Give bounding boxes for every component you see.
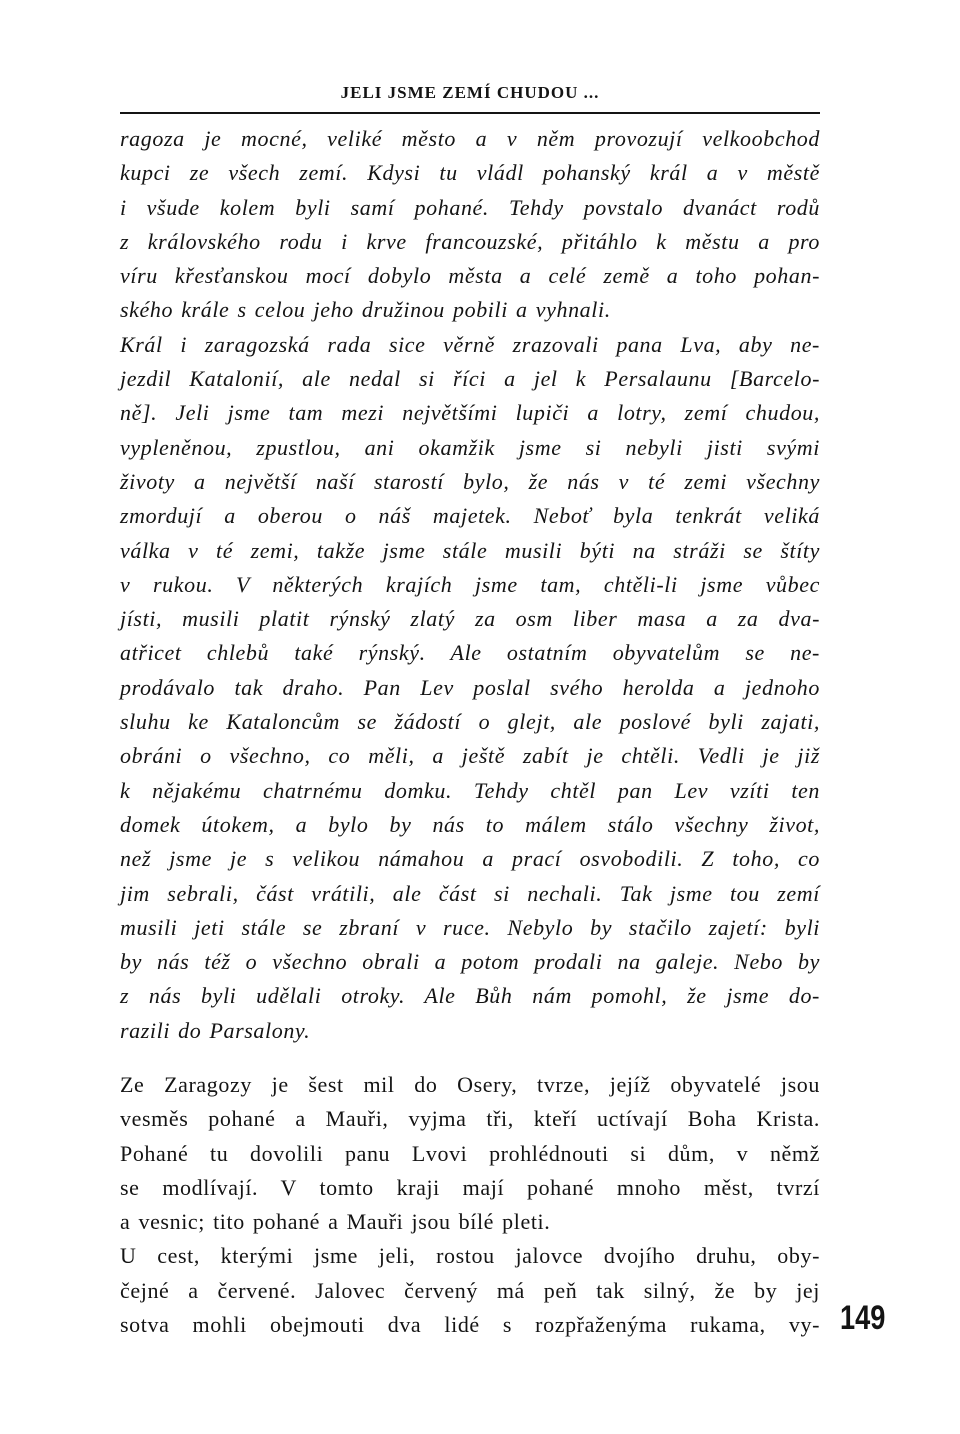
text-line: ně]. Jeli jsme tam mezi největšími lupiči a lotry, zemí chudou,: [120, 400, 820, 426]
roman-passage: [120, 1068, 820, 1342]
text-line: razili do Parsalony.: [120, 1017, 311, 1043]
text-line: by nás též o všechno obrali a potom prodali na galeje. Nebo by: [120, 949, 820, 975]
text-line: vesměs pohané a Mauři, vyjma tři, kteří uctívají Boha Krista.: [120, 1106, 820, 1132]
text-line: kupci ze všech zemí. Kdysi tu vládl pohanský král a v městě: [120, 160, 820, 186]
text-line: domek útokem, a bylo by nás to málem stálo všechny život,: [120, 811, 820, 837]
text-line: životy a největší naší starostí bylo, že nás v té zemi všechny: [120, 468, 820, 494]
text-line: jim sebrali, část vrátili, ale část si nechali. Tak jsme tou zemí: [120, 880, 820, 906]
text-line: válka v té zemi, takže jsme stále musili býti na stráži se štíty: [120, 537, 820, 563]
text-line: jísti, musili platit rýnský zlatý za osm liber masa a za dva-: [120, 606, 820, 632]
running-head: JELI JSME ZEMÍ CHUDOU ...: [340, 83, 600, 102]
italic-passage: [120, 122, 820, 1048]
text-line: Král i zaragozská rada sice věrně zrazovali pana Lva, aby ne-: [120, 331, 820, 357]
text-line: vypleněnou, zpustlou, ani okamžik jsme si nebyli jisti svými: [120, 434, 820, 460]
text-line: U cest, kterými jsme jeli, rostou jalovce dvojího druhu, oby-: [120, 1243, 820, 1269]
text-line: a vesnic; tito pohané a Mauři jsou bílé pleti.: [120, 1209, 551, 1235]
text-line: ského krále s celou jeho družinou pobili a vyhnali.: [120, 297, 611, 323]
text-line: sotva mohli obejmouti dva lidé s rozpřaženýma rukama, vy-: [120, 1312, 820, 1338]
text-line: musili jeti stále se zbraní v ruce. Nebylo by stačilo zajetí: byli: [120, 914, 820, 940]
text-line: než jsme je s velikou námahou a prací osvobodili. Z toho, co: [120, 846, 820, 872]
text-line: Ze Zaragozy je šest mil do Osery, tvrze, jejíž obyvatelé jsou: [120, 1072, 820, 1097]
text-line: k nějakému chatrnému domku. Tehdy chtěl pan Lev vzíti ten: [120, 777, 820, 803]
text-line: atřicet chlebů také rýnský. Ale ostatním obyvatelům se ne-: [120, 640, 820, 666]
text-line: prodávalo tak draho. Pan Lev poslal svého herolda a jednoho: [120, 674, 820, 700]
text-line: i všude kolem byli samí pohané. Tehdy povstalo dvanáct rodů: [120, 194, 820, 220]
text-line: čejné a červené. Jalovec červený má peň tak silný, že by jej: [120, 1277, 820, 1303]
page-number: 149: [840, 1299, 886, 1337]
text-line: Pohané tu dovolili panu Lvovi prohlédnouti si dům, v němž: [120, 1140, 820, 1166]
text-line: z nás byli udělali otroky. Ale Bůh nám pomohl, že jsme do-: [120, 983, 820, 1009]
text-line: obráni o všechno, co měli, a ještě zabít je chtěli. Vedli je již: [120, 743, 820, 769]
text-line: z královského rodu i krve francouzské, přitáhlo k městu a pro: [120, 228, 820, 254]
text-line: zmordují a oberou o náš majetek. Neboť byla tenkrát veliká: [120, 503, 820, 529]
header-rule: [120, 112, 820, 114]
text-line: víru křesťanskou mocí dobylo města a celé země a toho pohan-: [120, 263, 820, 289]
text-line: sluhu ke Kataloncům se žádostí o glejt, ale poslové byli zajati,: [120, 709, 820, 735]
text-line: v rukou. V některých krajích jsme tam, chtěli-li jsme vůbec: [120, 571, 820, 597]
text-line: ragoza je mocné, veliké město a v něm provozují velkoobchod: [120, 126, 820, 151]
text-line: se modlívají. V tomto kraji mají pohané mnoho měst, tvrzí: [120, 1174, 820, 1200]
text-line: jezdil Katalonií, ale nedal si říci a jel k Persalaunu [Barcelo-: [120, 366, 820, 392]
